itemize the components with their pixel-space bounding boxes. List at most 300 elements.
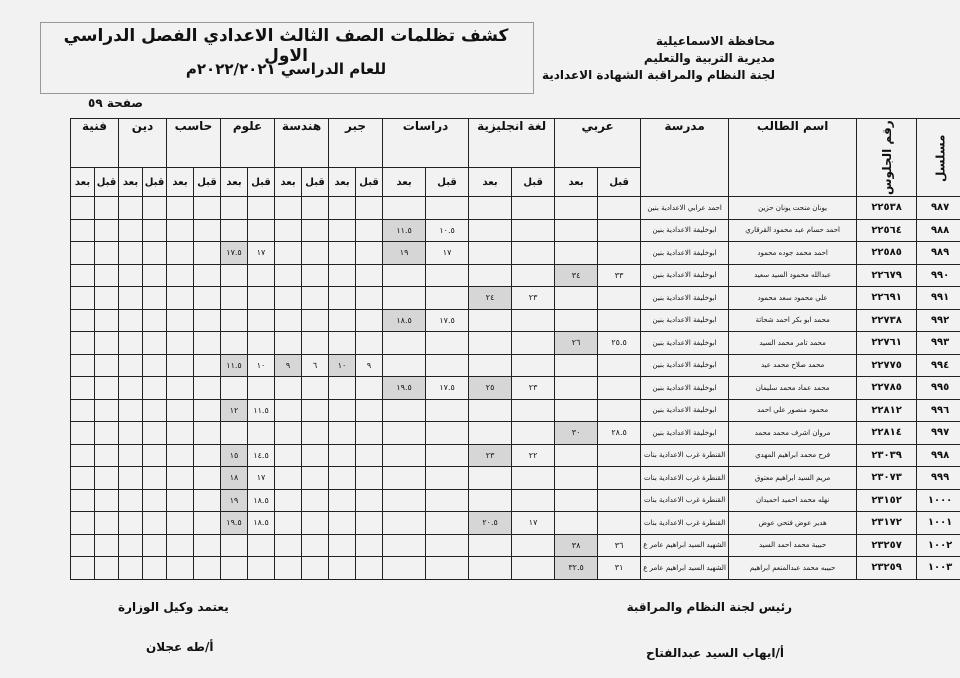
student-name-cell: يونان منحت يونان حزين [729,197,857,220]
grade-after-cell [71,332,95,355]
student-name-cell: محمد صلاح محمد عيد [729,354,857,377]
serial-cell: ٩٩٦ [917,399,960,422]
grade-after-cell: ١٠ [329,354,356,377]
grade-before-cell [598,197,641,220]
grade-after-cell [275,332,302,355]
grade-after-cell [167,219,194,242]
grade-after-cell [329,512,356,535]
grade-after-cell [383,444,426,467]
grade-before-cell [194,309,221,332]
grade-after-cell: ٣٠ [555,422,598,445]
seat-number-cell: ٢٣١٥٢ [857,489,917,512]
grade-after-cell [167,399,194,422]
grade-after-cell [167,467,194,490]
grade-after-cell [275,309,302,332]
grade-before-cell [426,467,469,490]
grade-after-cell [275,287,302,310]
grade-before-cell [598,512,641,535]
grade-before-cell: ١٧ [248,467,275,490]
grade-before-cell [248,287,275,310]
grade-after-cell [71,219,95,242]
grade-before-cell [426,422,469,445]
grade-before-cell [143,242,167,265]
grade-before-cell [143,309,167,332]
school-cell: ابوخليفة الاعدادية بنين [641,422,729,445]
grade-before-cell [194,399,221,422]
grade-after-cell [383,197,426,220]
serial-cell: ٩٩٨ [917,444,960,467]
table-row [21,197,960,220]
grade-after-cell [555,287,598,310]
header-after: بعد [555,168,598,197]
grade-after-cell [167,557,194,580]
grade-after-cell [119,422,143,445]
serial-cell: ٩٨٩ [917,242,960,265]
grade-before-cell [194,534,221,557]
grade-before-cell [194,264,221,287]
grade-after-cell: ٣٢.٥ [555,557,598,580]
grade-after-cell [275,467,302,490]
table-row [21,377,960,400]
student-name-cell: حبيبة محمد احمد السيد [729,534,857,557]
grade-before-cell: ٦ [302,354,329,377]
student-name-cell: عبدالله محمود السيد سعيد [729,264,857,287]
grade-before-cell [302,287,329,310]
grade-before-cell: ١٧ [512,512,555,535]
grade-before-cell [143,534,167,557]
header-before: قبل [302,168,329,197]
grade-after-cell: ١١.٥ [383,219,426,242]
grade-after-cell [383,489,426,512]
grade-after-cell [469,332,512,355]
grade-before-cell: ٢٢ [512,444,555,467]
grade-before-cell [512,422,555,445]
header-school: مدرسة [641,119,729,197]
grade-before-cell [598,467,641,490]
header-subject-social-studies: دراسات [383,119,469,168]
grade-after-cell [71,309,95,332]
grade-before-cell [512,197,555,220]
grade-after-cell [71,287,95,310]
grade-after-cell: ٢٦ [555,332,598,355]
document-title: كشف تظلمات الصف الثالث الاعدادي الفصل الدراسي الاول [63,26,509,66]
seat-number-cell: ٢٢٥٣٨ [857,197,917,220]
serial-cell: ٩٨٨ [917,219,960,242]
grade-before-cell [248,197,275,220]
grade-before-cell [95,242,119,265]
grade-before-cell [426,557,469,580]
grade-after-cell: ٣٨ [555,534,598,557]
grade-after-cell [469,534,512,557]
document-subtitle: للعام الدراسي ٢٠٢٢/٢٠٢١م [185,60,387,78]
serial-cell: ٩٩٢ [917,309,960,332]
grade-before-cell [356,219,383,242]
serial-cell: ٩٩٩ [917,467,960,490]
grade-after-cell [383,534,426,557]
grade-before-cell [95,309,119,332]
table-row [21,287,960,310]
grade-after-cell: ٢٣ [469,444,512,467]
header-seat-number: رقم الجلوس [857,119,917,197]
grade-after-cell [119,489,143,512]
committee-head-title: رئيس لجنة النظام والمراقبة [626,600,792,614]
grade-before-cell: ١٠ [248,354,275,377]
school-cell: ابوخليفة الاعدادية بنين [641,242,729,265]
grade-after-cell [383,422,426,445]
grade-after-cell [469,264,512,287]
grade-after-cell [71,512,95,535]
grade-after-cell [275,534,302,557]
grade-before-cell [143,512,167,535]
serial-cell: ٩٩١ [917,287,960,310]
header-serial: مسلسل [917,119,960,197]
header-subject-science: علوم [221,119,275,168]
grade-after-cell [221,309,248,332]
grade-before-cell [302,264,329,287]
grievance-table [20,118,960,580]
grade-before-cell [598,287,641,310]
grade-before-cell [143,399,167,422]
grade-before-cell [356,287,383,310]
seat-number-cell: ٢٣٢٥٩ [857,557,917,580]
grade-before-cell [143,557,167,580]
school-cell: ابوخليفة الاعدادية بنين [641,309,729,332]
grade-after-cell [383,399,426,422]
grade-after-cell: ١٩ [221,489,248,512]
grade-before-cell: ١٧ [248,242,275,265]
grade-before-cell: ١٧ [426,242,469,265]
grade-after-cell [71,399,95,422]
org-line-directorate: مديرية التربية والتعليم [643,51,775,65]
grade-after-cell [119,354,143,377]
grade-before-cell [512,309,555,332]
grade-before-cell: ١٨.٥ [248,512,275,535]
header-after: بعد [383,168,426,197]
table-row [21,467,960,490]
student-name-cell: نهله محمد احميد احميدان [729,489,857,512]
grade-before-cell [598,444,641,467]
grade-after-cell [119,219,143,242]
grade-before-cell [95,264,119,287]
grade-after-cell [469,197,512,220]
grade-before-cell [512,557,555,580]
grade-after-cell [275,512,302,535]
grade-before-cell: ٢٣ [512,377,555,400]
grade-after-cell [71,264,95,287]
grade-before-cell [512,534,555,557]
grade-after-cell [275,422,302,445]
grade-before-cell [248,219,275,242]
grade-after-cell: ١٧.٥ [221,242,248,265]
grade-after-cell: ٢٥ [469,377,512,400]
grade-before-cell [302,444,329,467]
header-before: قبل [248,168,275,197]
grade-before-cell [248,377,275,400]
grade-after-cell [167,309,194,332]
grade-after-cell [71,467,95,490]
grade-before-cell [143,264,167,287]
grade-before-cell [194,557,221,580]
student-name-cell: مروان اشرف محمد محمد [729,422,857,445]
student-name-cell: احمد محمد جوده محمود [729,242,857,265]
seat-number-cell: ٢٢٧٧٥ [857,354,917,377]
seat-number-cell: ٢٢٧٨٥ [857,377,917,400]
school-cell: الشهيد السيد ابراهيم عامر ع [641,534,729,557]
grade-after-cell [329,242,356,265]
grade-before-cell: ١١.٥ [248,399,275,422]
serial-cell: ٩٩٤ [917,354,960,377]
grade-before-cell [512,219,555,242]
grade-after-cell [383,264,426,287]
header-student-name: اسم الطالب [729,119,857,197]
grade-before-cell [194,377,221,400]
grade-after-cell [469,219,512,242]
grade-before-cell [194,354,221,377]
grade-after-cell [555,219,598,242]
grade-after-cell: ٣٤ [555,264,598,287]
grade-after-cell [119,534,143,557]
grade-after-cell [469,399,512,422]
grade-after-cell [221,534,248,557]
grade-before-cell [598,489,641,512]
grade-after-cell [329,197,356,220]
grade-after-cell [469,309,512,332]
grade-before-cell [302,332,329,355]
school-cell: القنطرة غرب الاعدادية بنات [641,489,729,512]
header-before: قبل [512,168,555,197]
grade-after-cell [119,242,143,265]
grade-after-cell: ١١.٥ [221,354,248,377]
school-cell: ابوخليفة الاعدادية بنين [641,354,729,377]
grade-before-cell [194,219,221,242]
header-subject-geometry: هندسة [275,119,329,168]
grade-before-cell [95,197,119,220]
grade-before-cell: ٢٨.٥ [598,422,641,445]
school-cell: القنطرة غرب الاعدادية بنات [641,444,729,467]
grade-before-cell [356,444,383,467]
grade-after-cell [167,264,194,287]
grade-after-cell [555,467,598,490]
seat-number-cell: ٢٢٦٩١ [857,287,917,310]
table-row [21,354,960,377]
grade-before-cell [95,287,119,310]
grade-after-cell [329,377,356,400]
undersecretary-title: يعتمد وكيل الوزارة [118,600,229,614]
grade-after-cell: ١٩ [383,242,426,265]
grade-after-cell [329,309,356,332]
grade-before-cell: ١٨.٥ [248,489,275,512]
grade-after-cell: ١٨ [221,467,248,490]
student-name-cell: محمد تامر محمد السيد [729,332,857,355]
grade-before-cell [598,377,641,400]
serial-cell: ٩٩٧ [917,422,960,445]
grade-before-cell [356,377,383,400]
grade-before-cell [95,534,119,557]
grade-before-cell [356,467,383,490]
grade-after-cell [275,197,302,220]
grade-before-cell [194,467,221,490]
grade-before-cell [248,309,275,332]
grade-after-cell [221,422,248,445]
grade-before-cell [95,467,119,490]
grade-after-cell [71,377,95,400]
grade-before-cell [426,264,469,287]
header-after: بعد [71,168,95,197]
grade-after-cell [71,354,95,377]
grade-before-cell [95,489,119,512]
table-row [21,557,960,580]
grade-before-cell [143,467,167,490]
grade-after-cell [383,287,426,310]
header-subject-algebra: جبر [329,119,383,168]
grade-after-cell [275,377,302,400]
grade-before-cell [248,422,275,445]
grade-after-cell [119,197,143,220]
header-after: بعد [167,168,194,197]
grade-before-cell [143,422,167,445]
grade-before-cell [426,399,469,422]
grade-after-cell [555,242,598,265]
grade-before-cell [248,332,275,355]
grade-after-cell [167,444,194,467]
table-row [21,534,960,557]
grade-before-cell: ٩ [356,354,383,377]
seat-number-cell: ٢٢٦٧٩ [857,264,917,287]
grade-after-cell [119,377,143,400]
serial-cell: ٩٩٠ [917,264,960,287]
school-cell: ابوخليفة الاعدادية بنين [641,219,729,242]
grade-before-cell [143,354,167,377]
grade-after-cell [555,309,598,332]
grade-before-cell [302,219,329,242]
grade-after-cell [555,512,598,535]
table-row [21,242,960,265]
grade-before-cell [95,444,119,467]
student-name-cell: حبيبه محمد عبدالمنعم ابراهيم [729,557,857,580]
student-name-cell: علي محمود سعد محمود [729,287,857,310]
grade-after-cell: ١٩.٥ [383,377,426,400]
grade-before-cell [512,399,555,422]
serial-cell: ٩٩٣ [917,332,960,355]
header-after: بعد [329,168,356,197]
grade-after-cell [167,242,194,265]
grade-before-cell [356,422,383,445]
grade-before-cell: ٢٣ [512,287,555,310]
table-row [21,219,960,242]
grade-before-cell [302,489,329,512]
grade-after-cell [71,489,95,512]
grade-after-cell: ٩ [275,354,302,377]
serial-cell: ١٠٠٢ [917,534,960,557]
table-row [21,444,960,467]
grade-after-cell [71,557,95,580]
grade-before-cell: ٣٣ [598,264,641,287]
grade-before-cell [426,444,469,467]
grade-before-cell [194,444,221,467]
grade-before-cell [512,467,555,490]
grade-before-cell: ١٧.٥ [426,377,469,400]
grade-after-cell [555,489,598,512]
header-before: قبل [143,168,167,197]
grade-before-cell [356,197,383,220]
grade-before-cell [143,197,167,220]
seat-number-cell: ٢٣٠٧٣ [857,467,917,490]
grade-after-cell [275,242,302,265]
grade-after-cell [275,444,302,467]
grade-before-cell [598,309,641,332]
grade-before-cell [143,332,167,355]
grade-before-cell [95,512,119,535]
student-name-cell: احمد حسام عبد محمود القرقاري [729,219,857,242]
seat-number-cell: ٢٢٨١٢ [857,399,917,422]
grade-before-cell [95,557,119,580]
grade-after-cell [383,467,426,490]
grade-before-cell [356,557,383,580]
grade-after-cell [221,219,248,242]
header-before: قبل [426,168,469,197]
grade-before-cell [95,354,119,377]
header-before: قبل [95,168,119,197]
grade-before-cell [302,512,329,535]
grade-after-cell [555,444,598,467]
header-after: بعد [221,168,248,197]
header-after: بعد [275,168,302,197]
grade-before-cell [302,557,329,580]
grade-before-cell [194,287,221,310]
grade-before-cell: ١٠.٥ [426,219,469,242]
grade-before-cell [426,489,469,512]
grade-after-cell [329,422,356,445]
header-subject-computer: حاسب [167,119,221,168]
table-row [21,399,960,422]
grade-after-cell [469,354,512,377]
grade-after-cell [71,422,95,445]
grade-before-cell [143,444,167,467]
grade-before-cell [302,377,329,400]
school-cell: ابوخليفة الاعدادية بنين [641,264,729,287]
header-subject-arabic: عربي [555,119,641,168]
seat-number-cell: ٢٣٠٣٩ [857,444,917,467]
school-cell: القنطرة غرب الاعدادية بنات [641,512,729,535]
grade-before-cell [302,534,329,557]
grade-after-cell [383,354,426,377]
table-row [21,264,960,287]
grade-after-cell [555,354,598,377]
grade-before-cell [356,399,383,422]
grade-after-cell [329,399,356,422]
grade-before-cell [143,377,167,400]
grade-after-cell [275,489,302,512]
grade-before-cell [248,557,275,580]
grade-before-cell [356,309,383,332]
grade-before-cell [143,219,167,242]
grade-before-cell [426,534,469,557]
grade-after-cell [329,287,356,310]
grade-after-cell: ١٩.٥ [221,512,248,535]
grade-after-cell [221,557,248,580]
seat-number-cell: ٢٢٧٣٨ [857,309,917,332]
school-cell: الشهيد السيد ابراهيم عامر ع [641,557,729,580]
serial-cell: ١٠٠٠ [917,489,960,512]
grade-before-cell [356,534,383,557]
grade-before-cell [356,512,383,535]
grade-before-cell: ٣٦ [598,534,641,557]
grade-before-cell [95,332,119,355]
grade-before-cell [248,264,275,287]
header-after: بعد [119,168,143,197]
grade-after-cell [383,332,426,355]
grade-before-cell [95,219,119,242]
